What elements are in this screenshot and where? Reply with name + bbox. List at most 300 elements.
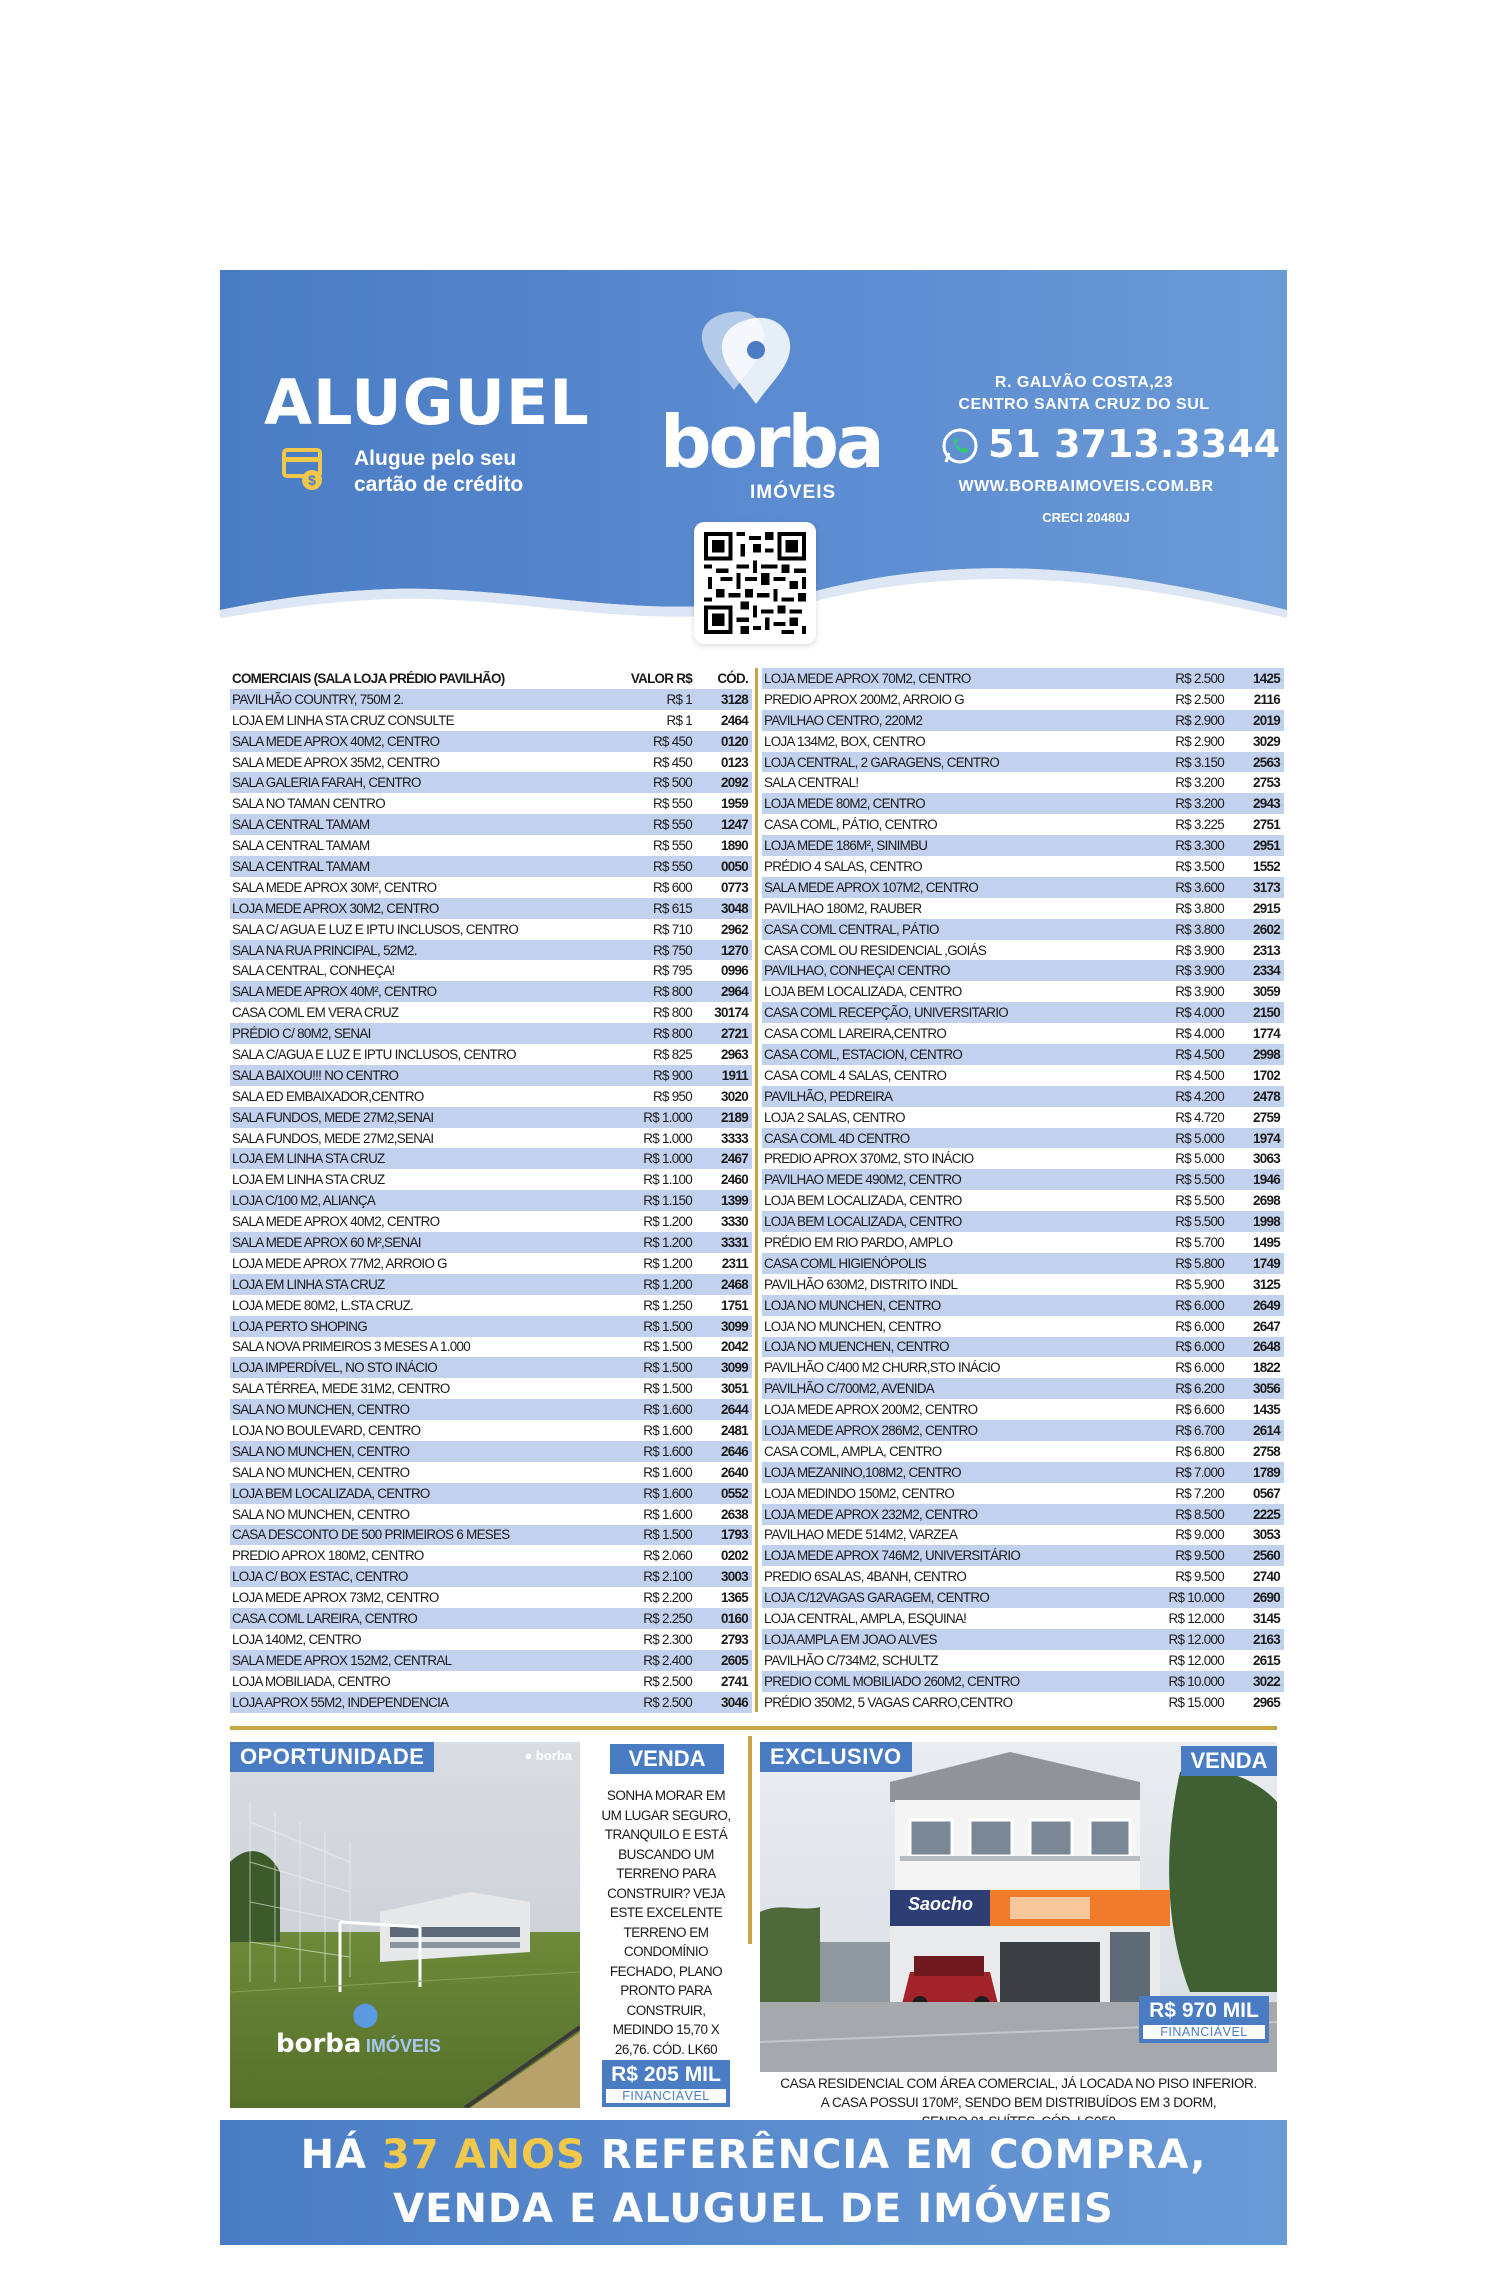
qr-code-icon bbox=[704, 532, 806, 634]
listing-description: LOJA BEM LOCALIZADA, CENTRO bbox=[232, 1485, 430, 1501]
listing-description: LOJA EM LINHA STA CRUZ bbox=[232, 1151, 385, 1167]
listing-value: R$ 1.600 bbox=[643, 1485, 692, 1501]
listing-description: SALA CENTRAL TAMAM bbox=[232, 817, 370, 833]
listing-description: LOJA MEDE 186M², SINIMBU bbox=[764, 838, 928, 854]
listing-value: R$ 3.800 bbox=[1175, 900, 1224, 916]
listing-code: 0050 bbox=[721, 858, 748, 874]
listing-code: 2648 bbox=[1253, 1339, 1280, 1355]
footer-line-1-pre: HÁ bbox=[300, 2132, 382, 2178]
listing-description: CASA COML HIGIENÓPOLIS bbox=[764, 1255, 926, 1271]
ad-left-description: SONHA MORAR EM UM LUGAR SEGURO, TRANQUILO E ESTÁ BUSCANDO UM TERRENO PARA CONSTRUIR? VEJA ESTE EXCELENTE TERRENO EM CONDOMÍNIO FECHADO, PLANO PRONTO PARA CONSTRUIR, MEDINDO 15,70 X 26,76. CÓD. LK60 bbox=[601, 1788, 731, 2057]
table-row[interactable] bbox=[762, 835, 1284, 856]
table-row[interactable] bbox=[762, 1169, 1284, 1190]
table-row[interactable] bbox=[762, 856, 1284, 877]
table-row[interactable] bbox=[230, 1462, 752, 1483]
listing-value: R$ 1.500 bbox=[643, 1318, 692, 1334]
listing-description: SALA MEDE APROX 40M², CENTRO bbox=[232, 984, 437, 1000]
listing-code: 1702 bbox=[1253, 1067, 1280, 1083]
table-row[interactable] bbox=[762, 1587, 1284, 1608]
listing-code: 2943 bbox=[1253, 796, 1280, 812]
listing-description: PAVILHÃO C/400 M2 CHURR,STO INÁCIO bbox=[764, 1360, 1000, 1376]
listing-value: R$ 2.900 bbox=[1175, 733, 1224, 749]
listing-code: 2698 bbox=[1253, 1193, 1280, 1209]
table-row[interactable] bbox=[762, 1107, 1284, 1128]
table-row[interactable] bbox=[230, 1587, 752, 1608]
ad-left-price-box bbox=[602, 2060, 730, 2107]
listing-code: 3053 bbox=[1253, 1527, 1280, 1543]
listing-code: 1911 bbox=[721, 1067, 748, 1083]
listing-code: 2649 bbox=[1253, 1297, 1280, 1313]
listing-code: 2313 bbox=[1253, 942, 1280, 958]
table-row[interactable] bbox=[762, 919, 1284, 940]
listing-code: 1495 bbox=[1253, 1234, 1280, 1250]
table-row[interactable] bbox=[762, 814, 1284, 835]
listing-value: R$ 3.200 bbox=[1175, 796, 1224, 812]
table-row[interactable] bbox=[762, 1274, 1284, 1295]
table-row[interactable] bbox=[762, 1044, 1284, 1065]
shop-sign: Saocho bbox=[908, 1894, 974, 1914]
column-header-description: COMERCIAIS (SALA LOJA PRÉDIO PAVILHÃO) bbox=[232, 670, 505, 686]
table-row[interactable] bbox=[230, 898, 752, 919]
table-row[interactable] bbox=[762, 877, 1284, 898]
card-line-1: Alugue pelo seu bbox=[354, 447, 517, 470]
listing-description: LOJA EM LINHA STA CRUZ bbox=[232, 1276, 385, 1292]
listing-value: R$ 3.600 bbox=[1175, 879, 1224, 895]
table-row[interactable] bbox=[230, 1420, 752, 1441]
listing-description: SALA ED EMBAIXADOR,CENTRO bbox=[232, 1088, 424, 1104]
listing-value: R$ 1.000 bbox=[643, 1109, 692, 1125]
table-row[interactable] bbox=[230, 1692, 752, 1713]
listing-value: R$ 1.150 bbox=[643, 1193, 692, 1209]
listing-value: R$ 3.900 bbox=[1175, 984, 1224, 1000]
listing-value: R$ 800 bbox=[653, 984, 692, 1000]
listing-code: 1435 bbox=[1253, 1402, 1280, 1418]
table-row[interactable] bbox=[762, 1337, 1284, 1358]
table-row[interactable] bbox=[230, 1357, 752, 1378]
listing-code: 2189 bbox=[721, 1109, 748, 1125]
table-row[interactable] bbox=[230, 1671, 752, 1692]
address-line-1: R. GALVÃO COSTA,23 bbox=[994, 374, 1174, 391]
listing-value: R$ 1.000 bbox=[643, 1130, 692, 1146]
listing-code: 1789 bbox=[1253, 1464, 1280, 1480]
listing-value: R$ 2.900 bbox=[1175, 712, 1224, 728]
table-row[interactable] bbox=[230, 877, 752, 898]
listing-description: CASA COML LAREIRA,CENTRO bbox=[764, 1026, 947, 1042]
table-row[interactable] bbox=[762, 1023, 1284, 1044]
listing-code: 1998 bbox=[1253, 1214, 1280, 1230]
listing-code: 3331 bbox=[721, 1234, 748, 1250]
listing-value: R$ 10.000 bbox=[1168, 1673, 1224, 1689]
listing-value: R$ 1.500 bbox=[643, 1360, 692, 1376]
listing-value: R$ 3.900 bbox=[1175, 963, 1224, 979]
listing-code: 30174 bbox=[714, 1005, 748, 1021]
listing-description: PREDIO 6SALAS, 4BANH, CENTRO bbox=[764, 1569, 967, 1585]
table-row[interactable] bbox=[762, 1671, 1284, 1692]
table-row[interactable] bbox=[230, 856, 752, 877]
table-row[interactable] bbox=[762, 1399, 1284, 1420]
table-row[interactable] bbox=[230, 1065, 752, 1086]
listing-code: 3145 bbox=[1253, 1611, 1280, 1627]
table-row[interactable] bbox=[230, 731, 752, 752]
table-row[interactable] bbox=[230, 1483, 752, 1504]
listing-code: 2758 bbox=[1253, 1443, 1280, 1459]
listing-value: R$ 12.000 bbox=[1168, 1631, 1224, 1647]
listing-code: 2963 bbox=[721, 1046, 748, 1062]
listing-value: R$ 4.500 bbox=[1175, 1046, 1224, 1062]
table-row[interactable] bbox=[762, 1483, 1284, 1504]
card-payment-text bbox=[354, 446, 574, 498]
listing-value: R$ 800 bbox=[653, 1026, 692, 1042]
listing-description: CASA DESCONTO DE 500 PRIMEIROS 6 MESES bbox=[232, 1527, 510, 1543]
table-row[interactable] bbox=[230, 814, 752, 835]
listing-description: LOJA NO BOULEVARD, CENTRO bbox=[232, 1423, 421, 1438]
listing-code: 2467 bbox=[721, 1151, 748, 1167]
listing-code: 3056 bbox=[1253, 1381, 1280, 1397]
table-row[interactable] bbox=[230, 1107, 752, 1128]
table-row[interactable] bbox=[230, 1650, 752, 1671]
listing-code: 0552 bbox=[721, 1485, 748, 1501]
table-row[interactable] bbox=[762, 1086, 1284, 1107]
listing-value: R$ 3.200 bbox=[1175, 775, 1224, 791]
listing-code: 2998 bbox=[1253, 1046, 1280, 1062]
table-row[interactable] bbox=[762, 772, 1284, 793]
table-row[interactable] bbox=[762, 1232, 1284, 1253]
table-row[interactable] bbox=[230, 1295, 752, 1316]
listing-description: PAVILHAO CENTRO, 220M2 bbox=[764, 712, 923, 728]
listing-description: SALA CENTRAL TAMAM bbox=[232, 858, 370, 874]
listing-code: 1247 bbox=[721, 817, 748, 833]
table-row[interactable] bbox=[230, 1169, 752, 1190]
table-row[interactable] bbox=[762, 1316, 1284, 1337]
listing-code: 3125 bbox=[1253, 1276, 1280, 1292]
listing-code: 2563 bbox=[1253, 754, 1280, 770]
listing-value: R$ 15.000 bbox=[1168, 1694, 1224, 1710]
listing-value: R$ 4.200 bbox=[1175, 1088, 1224, 1104]
listing-code: 2614 bbox=[1253, 1423, 1280, 1438]
listing-value: R$ 6.000 bbox=[1175, 1297, 1224, 1313]
table-row[interactable] bbox=[762, 981, 1284, 1002]
table-row[interactable] bbox=[762, 1190, 1284, 1211]
listing-value: R$ 2.300 bbox=[643, 1631, 692, 1647]
column-header-value: VALOR R$ bbox=[630, 670, 692, 686]
table-row[interactable] bbox=[230, 1629, 752, 1650]
listing-description: CASA COML RECEPÇÃO, UNIVERSITARIO bbox=[764, 1005, 1009, 1021]
table-row[interactable] bbox=[230, 1399, 752, 1420]
listing-value: R$ 3.150 bbox=[1175, 754, 1224, 770]
listing-value: R$ 1.600 bbox=[643, 1402, 692, 1418]
table-row[interactable] bbox=[230, 919, 752, 940]
listing-description: SALA FUNDOS, MEDE 27M2,SENAI bbox=[232, 1109, 434, 1125]
listing-description: SALA CENTRAL TAMAM bbox=[232, 838, 370, 854]
listing-code: 1974 bbox=[1253, 1130, 1280, 1146]
listing-code: 2962 bbox=[721, 921, 748, 937]
listing-code: 2646 bbox=[721, 1443, 748, 1459]
table-row[interactable] bbox=[230, 772, 752, 793]
listing-code: 1552 bbox=[1253, 858, 1280, 874]
website-link[interactable]: WWW.BORBAIMOVEIS.COM.BR bbox=[958, 478, 1214, 495]
table-row[interactable] bbox=[230, 940, 752, 961]
listing-description: LOJA BEM LOCALIZADA, CENTRO bbox=[764, 1214, 962, 1230]
brand-logo-subtext: IMÓVEIS bbox=[750, 482, 837, 503]
table-row[interactable] bbox=[230, 1274, 752, 1295]
table-row[interactable] bbox=[230, 1002, 752, 1023]
listing-value: R$ 9.000 bbox=[1175, 1527, 1224, 1543]
listing-value: R$ 6.000 bbox=[1175, 1360, 1224, 1376]
listing-code: 2478 bbox=[1253, 1088, 1280, 1104]
listing-code: 3099 bbox=[721, 1360, 748, 1376]
listing-description: PAVILHAO 180M2, RAUBER bbox=[764, 900, 922, 916]
listing-code: 0773 bbox=[721, 879, 748, 895]
listing-value: R$ 9.500 bbox=[1175, 1548, 1224, 1564]
listing-value: R$ 800 bbox=[653, 1005, 692, 1021]
listing-description: SALA NO MUNCHEN, CENTRO bbox=[232, 1402, 410, 1418]
listing-description: LOJA C/ BOX ESTAC, CENTRO bbox=[232, 1569, 408, 1585]
table-row[interactable] bbox=[762, 898, 1284, 919]
listing-description: SALA FUNDOS, MEDE 27M2,SENAI bbox=[232, 1130, 434, 1146]
listing-description: LOJA IMPERDÍVEL, NO STO INÁCIO bbox=[232, 1360, 437, 1376]
table-row[interactable] bbox=[762, 1002, 1284, 1023]
ad-terrain-photo[interactable] bbox=[230, 1742, 580, 2108]
brand-logo-text: borba bbox=[660, 400, 882, 484]
listing-description: PRÉDIO 350M2, 5 VAGAS CARRO,CENTRO bbox=[764, 1694, 1013, 1710]
listing-code: 1793 bbox=[721, 1527, 748, 1543]
listing-value: R$ 5.000 bbox=[1175, 1130, 1224, 1146]
table-row[interactable] bbox=[762, 1128, 1284, 1149]
left-rows-container bbox=[230, 689, 752, 1713]
listing-code: 1890 bbox=[721, 838, 748, 854]
listing-code: 2753 bbox=[1253, 775, 1280, 791]
listing-description: LOJA BEM LOCALIZADA, CENTRO bbox=[764, 984, 962, 1000]
table-row[interactable] bbox=[762, 1378, 1284, 1399]
listing-code: 2468 bbox=[721, 1276, 748, 1292]
listing-description: LOJA APROX 55M2, INDEPENDENCIA bbox=[232, 1694, 449, 1710]
table-row[interactable] bbox=[762, 1650, 1284, 1671]
listing-value: R$ 6.200 bbox=[1175, 1381, 1224, 1397]
gold-separator bbox=[230, 1726, 1277, 1730]
listing-description: LOJA MEDE 80M2, CENTRO bbox=[764, 796, 925, 812]
table-row[interactable] bbox=[230, 1190, 752, 1211]
listing-value: R$ 3.800 bbox=[1175, 921, 1224, 937]
table-row[interactable] bbox=[762, 1357, 1284, 1378]
right-rows-container bbox=[762, 668, 1284, 1713]
table-row[interactable] bbox=[762, 1211, 1284, 1232]
listing-code: 1959 bbox=[721, 796, 748, 812]
table-row[interactable] bbox=[230, 960, 752, 981]
listing-code: 2560 bbox=[1253, 1548, 1280, 1564]
listing-code: 1946 bbox=[1253, 1172, 1280, 1188]
listing-value: R$ 12.000 bbox=[1168, 1611, 1224, 1627]
table-row[interactable] bbox=[230, 710, 752, 731]
table-row[interactable] bbox=[762, 1253, 1284, 1274]
listing-code: 2751 bbox=[1253, 817, 1280, 833]
listing-description: SALA C/AGUA E LUZ E IPTU INCLUSOS, CENTRO bbox=[232, 1046, 516, 1062]
table-row[interactable] bbox=[762, 668, 1284, 689]
listing-description: LOJA CENTRAL, 2 GARAGENS, CENTRO bbox=[764, 754, 1000, 770]
table-row[interactable] bbox=[230, 1023, 752, 1044]
table-row[interactable] bbox=[762, 1545, 1284, 1566]
listing-description: SALA NOVA PRIMEIROS 3 MESES A 1.000 bbox=[232, 1339, 470, 1355]
footer-line-2: VENDA E ALUGUEL DE IMÓVEIS bbox=[393, 2186, 1114, 2232]
listing-value: R$ 450 bbox=[653, 754, 692, 770]
listing-description: SALA MEDE APROX 60 M²,SENAI bbox=[232, 1234, 421, 1250]
caption-line-1: CASA RESIDENCIAL COM ÁREA COMERCIAL, JÁ LOCADA NO PISO INFERIOR. bbox=[780, 2076, 1257, 2091]
ad-left-financing: FINANCIÁVEL bbox=[606, 2089, 726, 2103]
listing-description: SALA GALERIA FARAH, CENTRO bbox=[232, 775, 421, 791]
listing-description: LOJA PERTO SHOPING bbox=[232, 1318, 367, 1334]
table-row[interactable] bbox=[230, 793, 752, 814]
table-row[interactable] bbox=[762, 1566, 1284, 1587]
listing-value: R$ 2.250 bbox=[643, 1611, 692, 1627]
table-row[interactable] bbox=[230, 835, 752, 856]
table-row[interactable] bbox=[762, 793, 1284, 814]
listing-code: 0123 bbox=[721, 754, 748, 770]
table-row[interactable] bbox=[762, 1148, 1284, 1169]
watermark-brand: borba bbox=[276, 2029, 362, 2059]
ad-right-price-box bbox=[1139, 1996, 1269, 2043]
table-row[interactable] bbox=[230, 1148, 752, 1169]
listing-description: SALA MEDE APROX 152M2, CENTRAL bbox=[232, 1652, 452, 1668]
listing-code: 1425 bbox=[1253, 670, 1280, 686]
listing-description: SALA C/ AGUA E LUZ E IPTU INCLUSOS, CENTRO bbox=[232, 921, 519, 937]
listing-value: R$ 6.000 bbox=[1175, 1318, 1224, 1334]
table-row[interactable] bbox=[762, 1629, 1284, 1650]
table-row[interactable] bbox=[230, 1378, 752, 1399]
listing-code: 2793 bbox=[721, 1631, 748, 1647]
listing-description: PAVILHÃO C/734M2, SCHULTZ bbox=[764, 1652, 938, 1668]
listing-value: R$ 1.250 bbox=[643, 1297, 692, 1313]
listing-description: PAVILHÃO, PEDREIRA bbox=[764, 1088, 893, 1104]
table-row[interactable] bbox=[230, 1545, 752, 1566]
listing-value: R$ 900 bbox=[653, 1067, 692, 1083]
listing-description: SALA NO TAMAN CENTRO bbox=[232, 796, 385, 812]
qr-code[interactable] bbox=[694, 522, 816, 644]
listing-description: LOJA MEDE APROX 200M2, CENTRO bbox=[764, 1402, 978, 1418]
listing-description: LOJA MEDINDO 150M2, CENTRO bbox=[764, 1485, 955, 1501]
table-row[interactable] bbox=[230, 981, 752, 1002]
listing-value: R$ 5.500 bbox=[1175, 1172, 1224, 1188]
listing-code: 1751 bbox=[721, 1297, 748, 1313]
listing-code: 1822 bbox=[1253, 1360, 1280, 1376]
table-row[interactable] bbox=[230, 1253, 752, 1274]
table-row[interactable] bbox=[762, 731, 1284, 752]
listing-code: 2019 bbox=[1253, 712, 1280, 728]
caption-line-2: A CASA POSSUI 170M², SENDO BEM DISTRIBUÍDOS EM 3 DORM, bbox=[820, 2095, 1217, 2110]
listing-code: 2647 bbox=[1253, 1318, 1280, 1334]
listing-value: R$ 3.225 bbox=[1175, 817, 1224, 833]
listing-value: R$ 825 bbox=[653, 1046, 692, 1062]
table-row[interactable] bbox=[230, 689, 752, 710]
listing-value: R$ 1.100 bbox=[643, 1172, 692, 1188]
table-row[interactable] bbox=[230, 1232, 752, 1253]
table-row[interactable] bbox=[230, 1044, 752, 1065]
listing-description: SALA CENTRAL! bbox=[764, 775, 859, 791]
table-row[interactable] bbox=[230, 1128, 752, 1149]
table-row[interactable] bbox=[230, 1608, 752, 1629]
listing-value: R$ 2.500 bbox=[1175, 691, 1224, 707]
table-row[interactable] bbox=[230, 1566, 752, 1587]
table-row[interactable] bbox=[762, 1504, 1284, 1525]
table-row[interactable] bbox=[230, 1086, 752, 1107]
table-row[interactable] bbox=[230, 1504, 752, 1525]
listing-value: R$ 5.700 bbox=[1175, 1234, 1224, 1250]
table-row[interactable] bbox=[230, 1211, 752, 1232]
table-row[interactable] bbox=[230, 1525, 752, 1546]
ad-right-label: EXCLUSIVO bbox=[760, 1742, 912, 1772]
table-row[interactable] bbox=[762, 1420, 1284, 1441]
listing-code: 2116 bbox=[1253, 691, 1280, 707]
table-row[interactable] bbox=[762, 689, 1284, 710]
table-row[interactable] bbox=[762, 1692, 1284, 1713]
table-row[interactable] bbox=[762, 1065, 1284, 1086]
table-row[interactable] bbox=[762, 960, 1284, 981]
table-row[interactable] bbox=[762, 940, 1284, 961]
table-row[interactable] bbox=[230, 1441, 752, 1462]
listing-description: LOJA C/100 M2, ALIANÇA bbox=[232, 1193, 376, 1209]
table-row[interactable] bbox=[762, 1462, 1284, 1483]
listing-value: R$ 1.600 bbox=[643, 1443, 692, 1459]
table-row[interactable] bbox=[762, 710, 1284, 731]
table-row[interactable] bbox=[762, 1525, 1284, 1546]
small-logo-text: borba bbox=[535, 1748, 572, 1763]
listing-description: LOJA MEDE APROX 746M2, UNIVERSITÁRIO bbox=[764, 1548, 1021, 1564]
listing-value: R$ 1.200 bbox=[643, 1234, 692, 1250]
listing-description: SALA NO MUNCHEN, CENTRO bbox=[232, 1506, 410, 1522]
listing-description: PREDIO APROX 200M2, ARROIO G bbox=[764, 691, 964, 707]
listing-code: 1774 bbox=[1253, 1026, 1280, 1042]
creci-registration: CRECI 20480J bbox=[1042, 510, 1130, 525]
listing-value: R$ 2.060 bbox=[643, 1548, 692, 1564]
table-row[interactable] bbox=[230, 752, 752, 773]
listing-description: SALA MEDE APROX 107M2, CENTRO bbox=[764, 879, 979, 895]
table-row[interactable] bbox=[762, 1608, 1284, 1629]
listing-description: CASA COML, PÁTIO, CENTRO bbox=[764, 817, 937, 833]
listing-code: 2605 bbox=[721, 1652, 748, 1668]
listing-value: R$ 550 bbox=[653, 838, 692, 854]
listing-code: 2951 bbox=[1253, 838, 1280, 854]
listing-value: R$ 12.000 bbox=[1168, 1652, 1224, 1668]
listing-value: R$ 6.000 bbox=[1175, 1339, 1224, 1355]
svg-text:$: $ bbox=[308, 472, 316, 488]
table-row[interactable] bbox=[230, 1316, 752, 1337]
table-row[interactable] bbox=[762, 1441, 1284, 1462]
listing-code: 3029 bbox=[1253, 733, 1280, 749]
listing-code: 2481 bbox=[721, 1423, 748, 1438]
table-row[interactable] bbox=[762, 752, 1284, 773]
watermark-pin-icon: ⬤ bbox=[352, 2001, 379, 2028]
listing-value: R$ 8.500 bbox=[1175, 1506, 1224, 1522]
listing-value: R$ 5.500 bbox=[1175, 1214, 1224, 1230]
listing-value: R$ 2.500 bbox=[643, 1673, 692, 1689]
phone-number[interactable]: 51 3713.3344 bbox=[988, 422, 1281, 466]
table-row[interactable] bbox=[762, 1295, 1284, 1316]
listing-description: SALA CENTRAL, CONHEÇA! bbox=[232, 963, 395, 979]
listings-table bbox=[230, 668, 1280, 1710]
ad-house-photo[interactable] bbox=[760, 1742, 1277, 2072]
listing-code: 2311 bbox=[721, 1255, 748, 1271]
listing-description: LOJA MEZANINO,108M2, CENTRO bbox=[764, 1464, 961, 1480]
listing-value: R$ 2.500 bbox=[643, 1694, 692, 1710]
listing-code: 2163 bbox=[1253, 1631, 1280, 1647]
listing-description: CASA COML, ESTACION, CENTRO bbox=[764, 1046, 963, 1062]
table-row[interactable] bbox=[230, 1337, 752, 1358]
listing-code: 3099 bbox=[721, 1318, 748, 1334]
listing-code: 0160 bbox=[721, 1611, 748, 1627]
listing-description: LOJA MEDE APROX 232M2, CENTRO bbox=[764, 1506, 978, 1522]
listing-code: 1365 bbox=[721, 1590, 748, 1606]
listing-description: CASA COML EM VERA CRUZ bbox=[232, 1005, 399, 1021]
listing-description: LOJA NO MUENCHEN, CENTRO bbox=[764, 1339, 949, 1355]
listing-code: 1749 bbox=[1253, 1255, 1280, 1271]
